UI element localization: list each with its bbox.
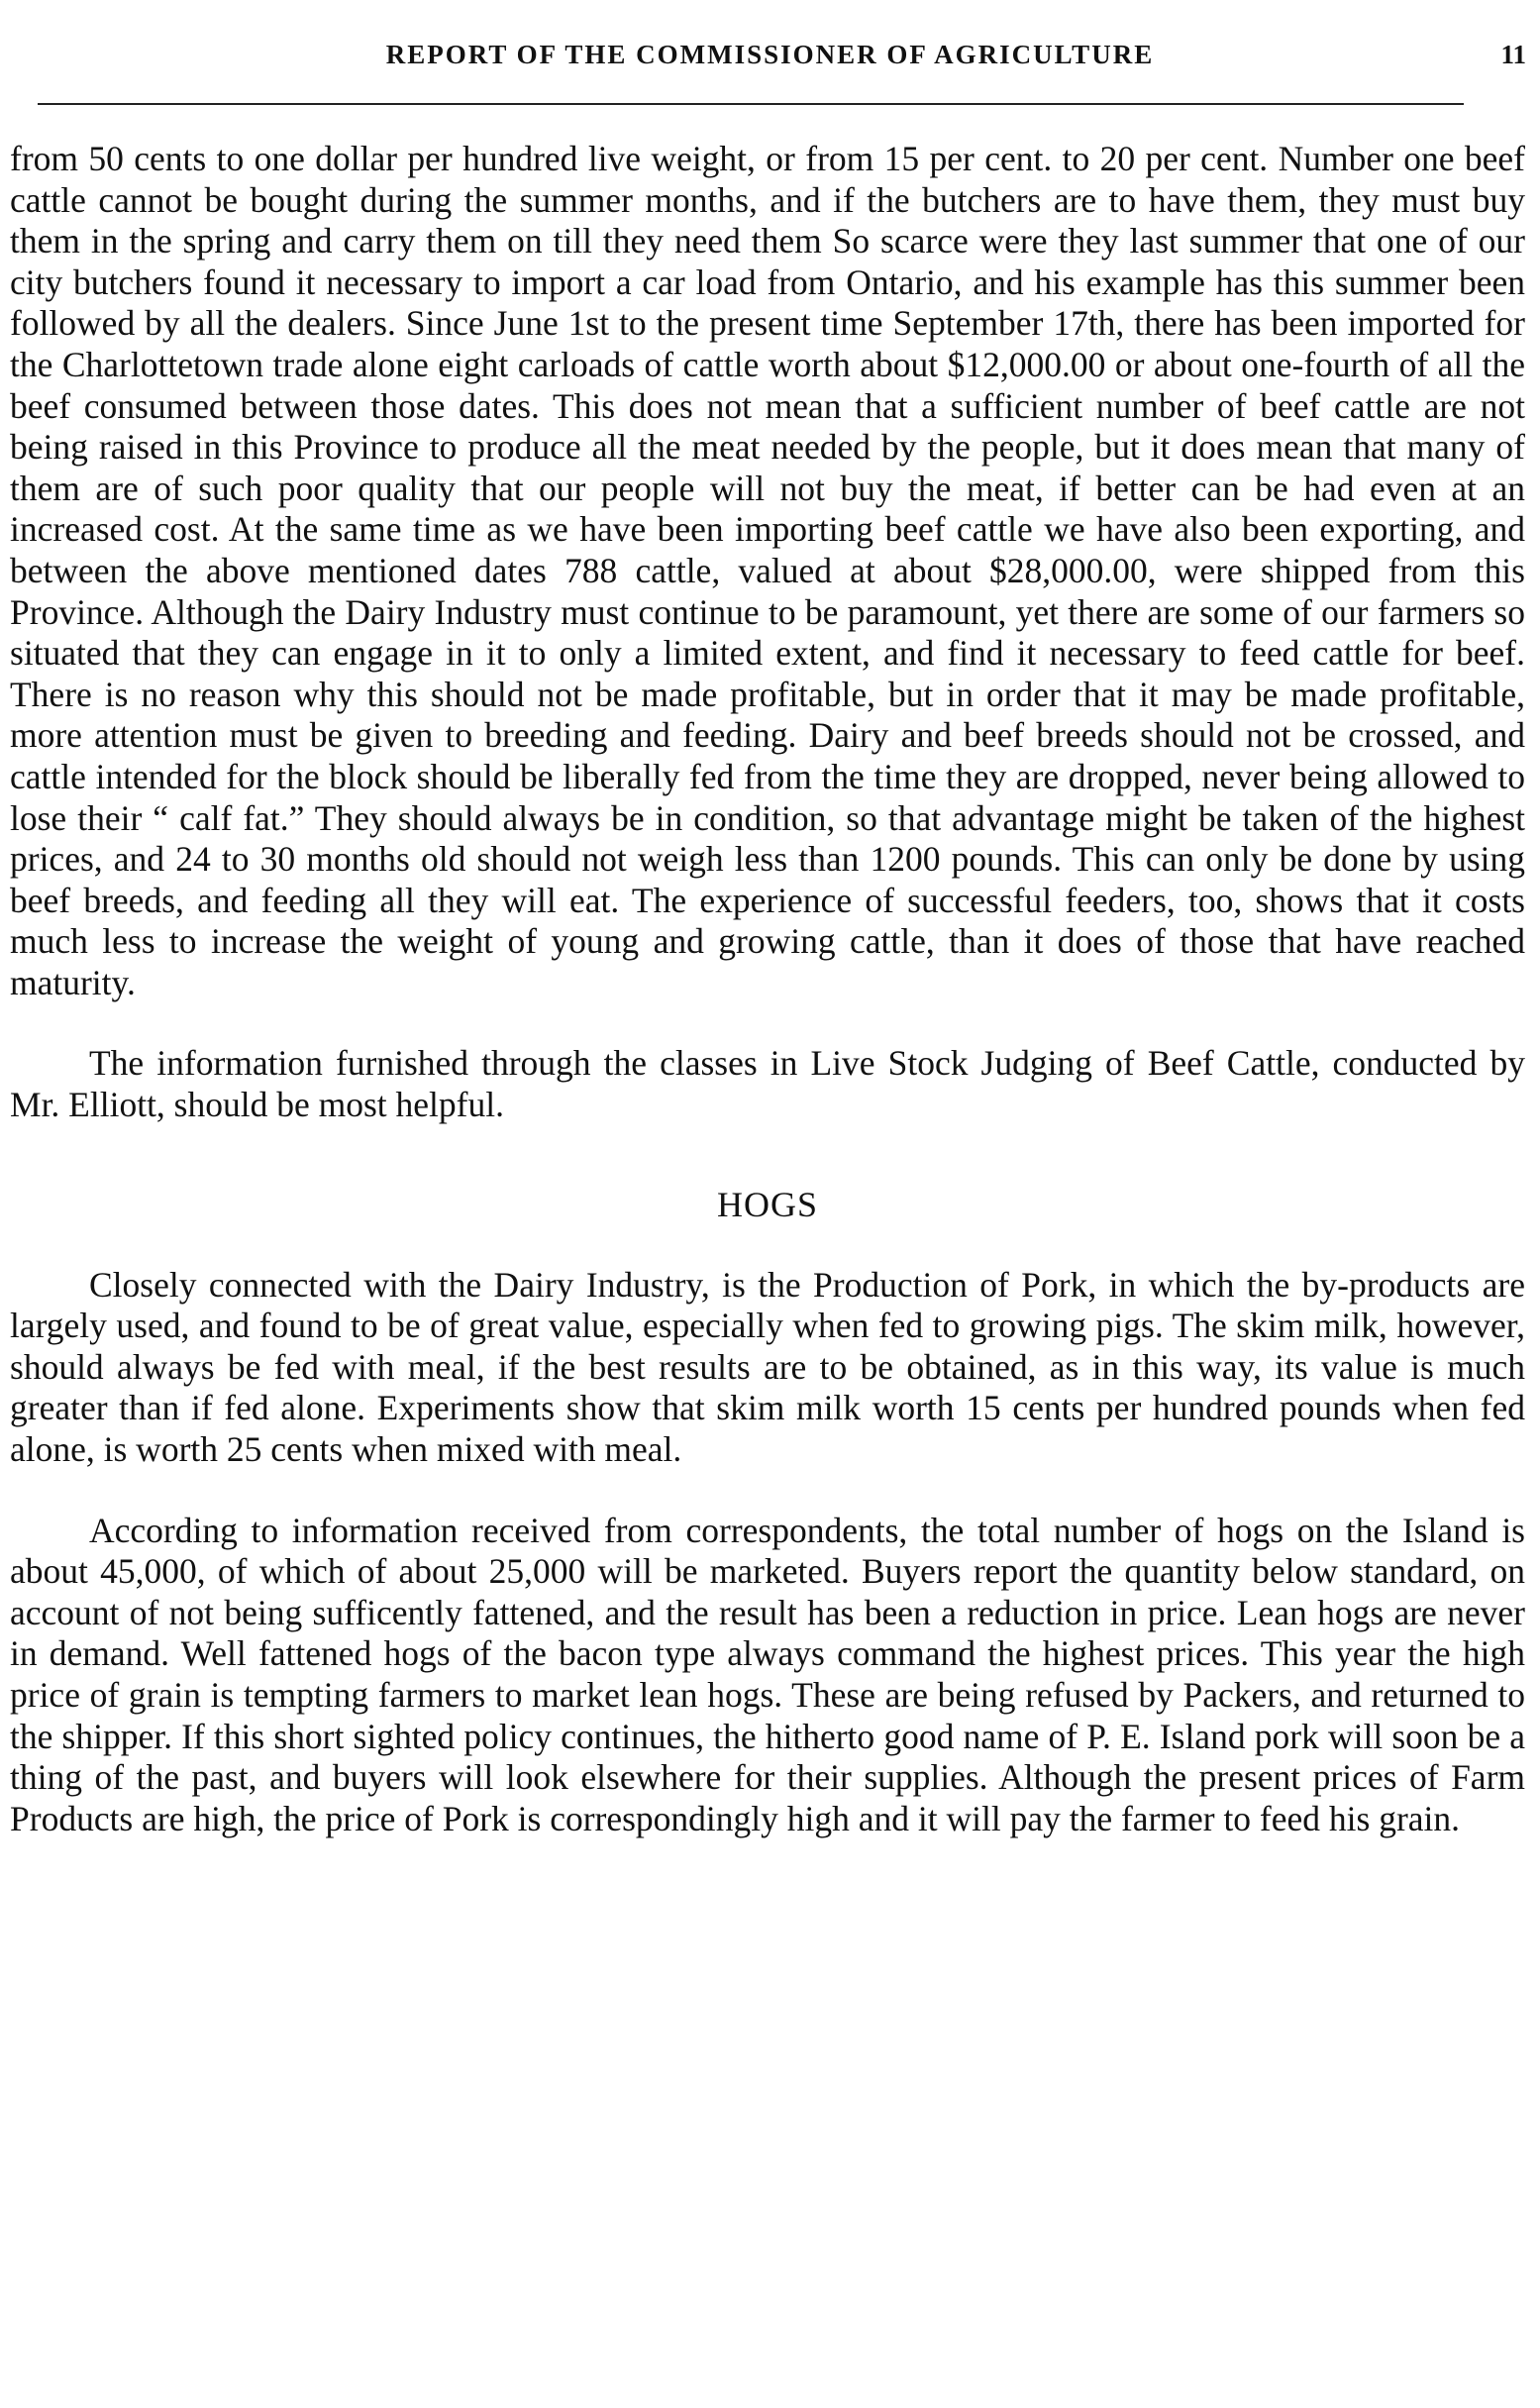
page-number: 11 [1500,40,1526,69]
running-header [0,40,1540,79]
header-title: REPORT OF THE COMMISSIONER OF AGRICULTURE [385,40,1155,69]
paragraph-pork-production: Closely connected with the Dairy Industry, is the Production of Pork, in which the by-products are largely used, and found to be of great value, especially when fed to growing pigs. The skim milk, however, should always be fed with meal, if the best results are to be obtained, as in this way, its value is much greater than if fed alone. Experiments show that skim milk worth 15 cents per hundred pounds when fed alone, is worth 25 cents when mixed with meal. [10,1264,1525,1470]
body-text [10,139,1525,1839]
section-heading-hogs: HOGS [716,1184,818,1224]
header-rule [38,103,1464,105]
paragraph-live-stock-judging: The information furnished through the classes in Live Stock Judging of Beef Cattle, conducted by Mr. Elliott, should be most helpful. [10,1043,1525,1125]
paragraph-hog-market: According to information received from correspondents, the total number of hogs on the Island is about 45,000, of which of about 25,000 will be marketed. Buyers report the quantity below standard, on account of not being sufficently fattened, and the result has been a reduction in price. Lean hogs are never in demand. Well fattened hogs of the bacon type always command the highest prices. This year the high price of grain is tempting farmers to market lean hogs. These are being refused by Packers, and returned to the shipper. If this short sighted policy continues, the hitherto good name of P. E. Island pork will soon be a thing of the past, and buyers will look elsewhere for their supplies. Although the present prices of Farm Products are high, the price of Pork is correspondingly high and it will pay the farmer to feed his grain. [10,1510,1525,1838]
paragraph-beef-cattle: from 50 cents to one dollar per hundred live weight, or from 15 per cent. to 20 per cent. Number one beef cattle cannot be bought during the summer months, and if the butchers are to have them, they must buy them in the spring and carry them on till they need them So scarce were they last summer that one of our city butchers found it necessary to import a car load from Ontario, and his example has this summer been followed by all the dealers. Since June 1st to the present time September 17th, there has been imported for the Charlottetown trade alone eight carloads of cattle worth about $12,000.00 or about one-fourth of all the beef consumed between those dates. This does not mean that a sufficient number of beef cattle are not being raised in this Province to produce all the meat needed by the people, but it does mean that many of them are of such poor quality that our people will not buy the meat, if better can be had even at an increased cost. At the same time as we have been importing beef cattle we have also been exporting, and between the above mentioned dates 788 cattle, valued at about $28,000.00, were shipped from this Province. Although the Dairy Industry must continue to be paramount, yet there are some of our farmers so situated that they can engage in it to only a limited extent, and find it necessary to feed cattle for beef. There is no reason why this should not be made profitable, but in order that it may be made profitable, more attention must be given to breeding and feeding. Dairy and beef breeds should not be crossed, and cattle intended for the block should be liberally fed from the time they are dropped, never being allowed to lose their “ calf fat.” They should always be in condition, so that advantage might be taken of the highest prices, and 24 to 30 months old should not weigh less than 1200 pounds. This can only be done by using beef breeds, and feeding all they will eat. The experience of successful feeders, too, shows that it costs much less to increase the weight of young and growing cattle, than it does of those that have reached maturity. [10,139,1525,1002]
